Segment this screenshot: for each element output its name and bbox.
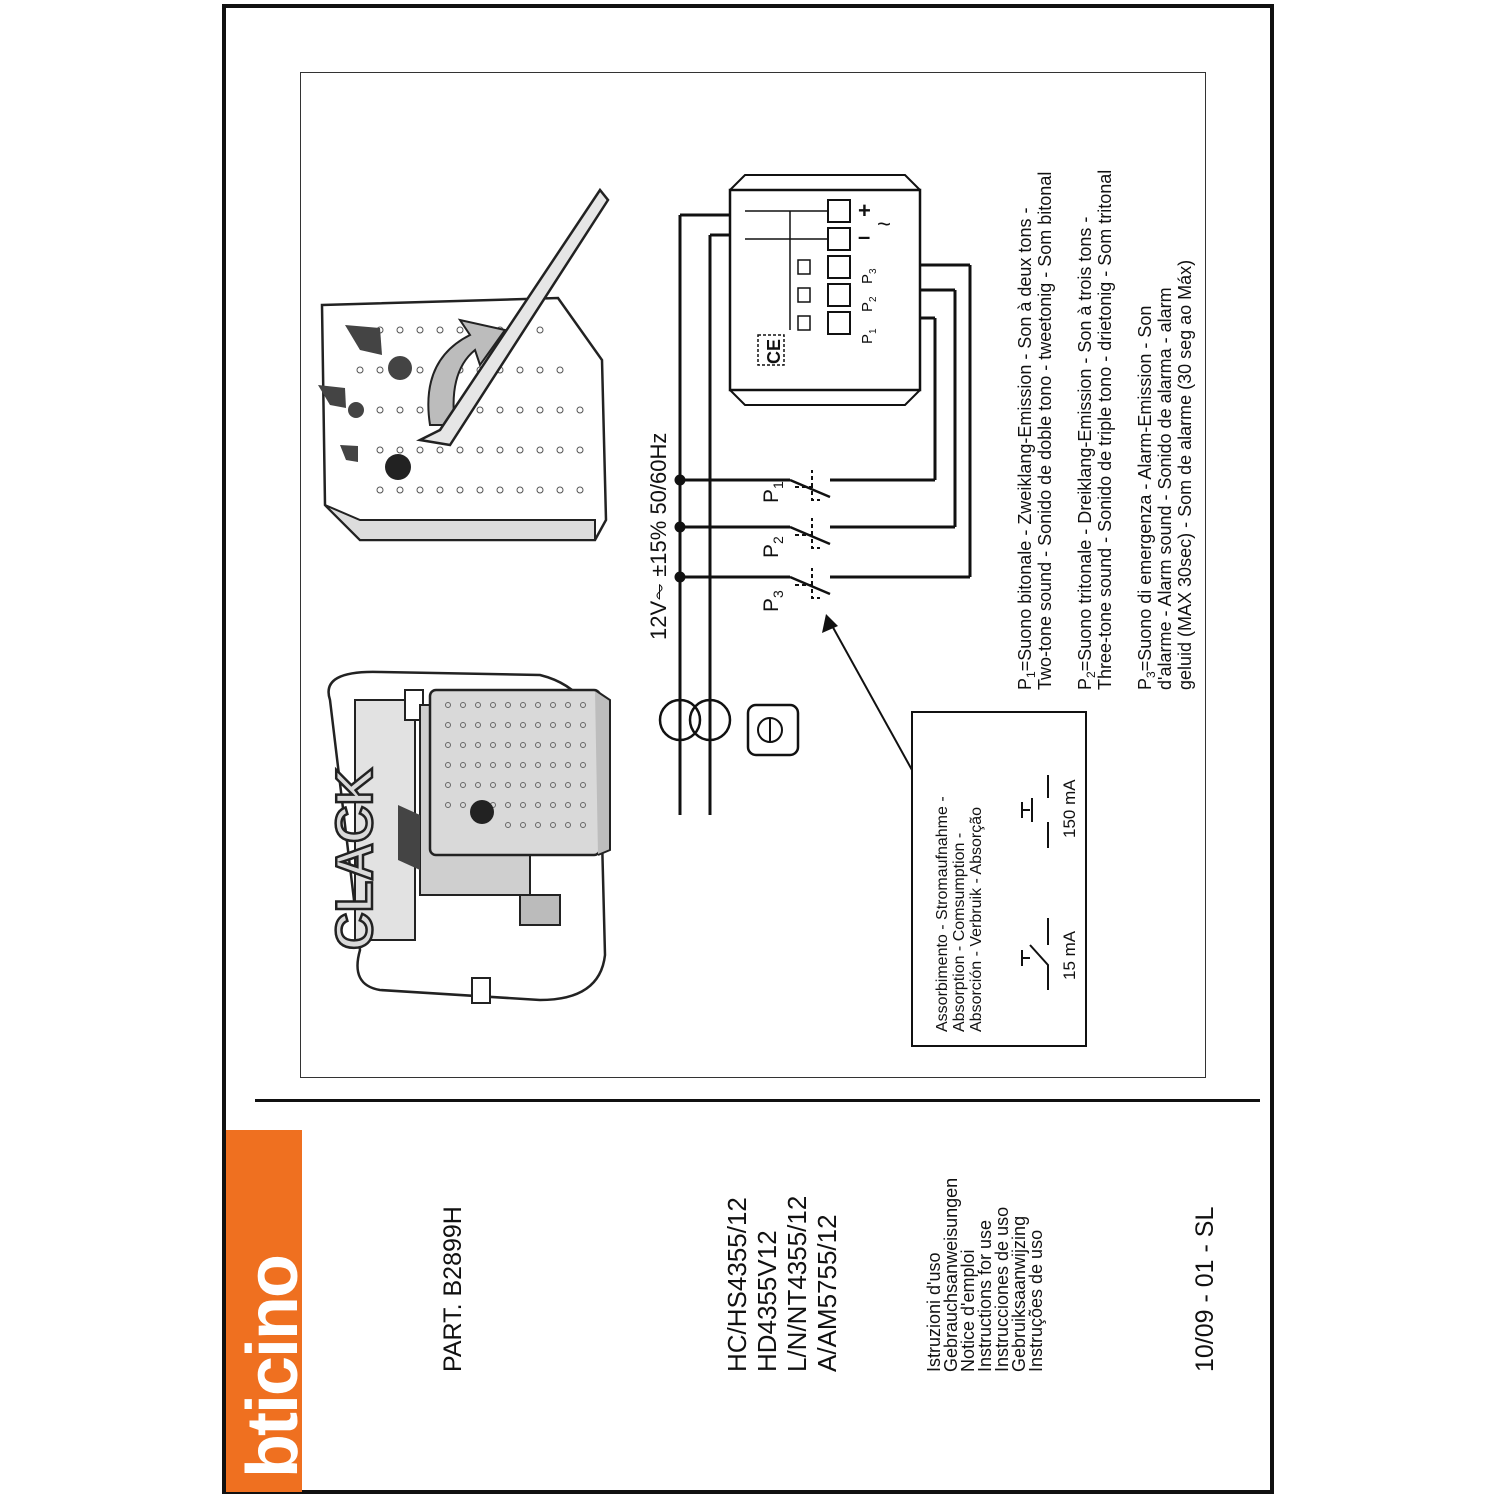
selector-screw-icon: [385, 454, 411, 480]
instruction-item: Istruzioni d'uso: [924, 1252, 944, 1372]
terminal-minus-label: –: [858, 224, 871, 249]
document-code: 10/09 - 01 - SL: [1191, 1206, 1219, 1372]
legend-p1-line: Two-tone sound - Sonido de doble tono - tweetonig - Som bitonal: [1035, 171, 1055, 690]
instruction-item: Instruções de uso: [1026, 1229, 1046, 1372]
instruction-item: Gebrauchsanweisungen: [941, 1177, 961, 1372]
tone-legend: [1015, 170, 1195, 690]
clack-label: CLACK: [326, 768, 384, 950]
consumption-title-line: Assorbimento - Stromaufnahme -: [934, 796, 951, 1032]
legend-p2-line: $P_2=Suono$ tritonale - Dreiklang-Emission - Son à trois tons -: [1075, 216, 1098, 690]
model-item: L/N/NT4355/12: [782, 1195, 812, 1372]
button-p3-label: $P_3$: [760, 590, 786, 612]
model-item: HC/HS4355/12: [722, 1197, 752, 1372]
button-p2-label: $P_2$: [760, 536, 786, 558]
tone-selection-illustration: [318, 190, 608, 540]
ce-mark: CE: [764, 338, 784, 364]
button-p1-label: $P_1$: [760, 481, 786, 503]
model-item: HD4355V12: [752, 1230, 782, 1372]
terminal-ac-label: ~: [877, 211, 892, 238]
legend-p3-line: d'alarme - Alarm sound - Sonido de alarma - alarm: [1155, 287, 1175, 690]
consumption-active: 150 mA: [1060, 779, 1079, 838]
instruction-item: Notice d'emploi: [958, 1249, 978, 1372]
legend-p3-line: geluid (MAX 30sec) - Som de alarme (30 seg ao Máx): [1175, 259, 1195, 690]
model-item: A/AM5755/12: [812, 1214, 842, 1372]
instruction-item: Instrucciones de uso: [992, 1206, 1012, 1372]
brand-logo: bticino: [233, 1256, 313, 1478]
instruction-item: Gebruiksaanwijzing: [1009, 1215, 1029, 1372]
legend-p3-line: $P_3=Suono$ di emergenza - Alarm-Emission - Son: [1135, 305, 1158, 690]
part-number: PART. B2899H: [439, 1206, 467, 1372]
supply-voltage: 12V⏦ ±15% 50/60Hz: [646, 432, 671, 640]
legend-p1-line: $P_1=Suono$ bitonale - Zweiklang-Emission - Son à deux tons -: [1015, 207, 1038, 690]
terminal-p2-label: $P_2$: [859, 296, 879, 312]
terminal-p1-label: $P_1$: [859, 328, 879, 344]
instruction-item: Instructions for use: [975, 1219, 995, 1372]
consumption-idle: 15 mA: [1060, 930, 1079, 980]
legend-p2-line: Three-tone sound - Sonido de triple tono - drietonig - Som tritonal: [1095, 169, 1115, 690]
installation-illustration: [326, 672, 610, 1003]
consumption-title-line: Absorption - Comsumption -: [951, 832, 968, 1032]
consumption-title-line: Absorción - Verbruik - Absorção: [968, 807, 985, 1032]
terminal-p3-label: $P_3$: [859, 268, 879, 284]
terminal-plus-label: +: [858, 198, 871, 223]
